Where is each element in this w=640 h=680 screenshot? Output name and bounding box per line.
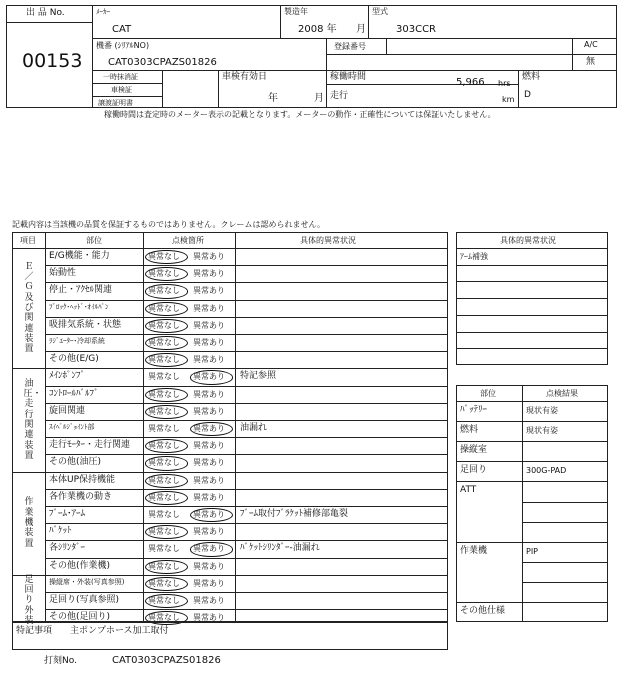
normal-option: 異常なし: [148, 424, 180, 433]
special-notes-label: 特記事項: [16, 626, 53, 636]
selected-circle: [145, 560, 188, 574]
abnormal-option: 異常あり: [193, 475, 225, 485]
normal-option: 異常なし: [148, 544, 180, 554]
selected-circle: [145, 405, 188, 419]
serial-label: 機番 (ｼﾘｱﾙNO): [96, 41, 150, 50]
normal-option: 異常なし: [148, 458, 180, 468]
normal-option: 異常なし: [148, 372, 180, 382]
selected-circle: [190, 542, 233, 556]
row-divider: [45, 609, 448, 610]
row-divider: [456, 481, 608, 482]
normal-option: 異常なし: [148, 355, 180, 365]
check-part: 燃料: [460, 425, 479, 436]
row-divider: [456, 298, 608, 299]
part-label: 旋回関連: [49, 405, 86, 416]
normal-option: 異常なし: [148, 613, 180, 623]
group-label: [14, 368, 44, 471]
lot-number: 00153: [22, 50, 83, 72]
row-divider: [45, 592, 448, 593]
year-label: 製造年: [284, 7, 308, 16]
maker-label: ﾒｰｶｰ: [96, 8, 110, 16]
row-divider: [522, 562, 608, 563]
part-label: 足回り(写真参照): [49, 595, 120, 605]
check-part: 作業機: [460, 545, 488, 556]
row-divider: [45, 386, 448, 387]
row-divider: [45, 351, 448, 352]
ac-label: A/C: [584, 40, 598, 49]
part-label: その他(足回り): [49, 612, 111, 623]
permit-label-3: 譲渡証明書: [98, 99, 133, 107]
abnormal-option: 異常あり: [193, 269, 225, 279]
row-divider: [456, 602, 608, 603]
right-col-result-header: 点検結果: [546, 389, 578, 398]
row-divider: [45, 523, 448, 524]
row-divider: [45, 317, 448, 318]
abnormal-option: 異常あり: [193, 424, 225, 433]
normal-option: 異常なし: [148, 320, 180, 330]
row-divider: [456, 348, 608, 349]
part-label: ﾊﾞｹｯﾄ: [49, 526, 72, 537]
part-label: その他(油圧): [49, 457, 102, 468]
inspection-month-unit: 月: [314, 93, 324, 104]
part-label: ｺﾝﾄﾛｰﾙﾊﾞﾙﾌﾞ: [49, 388, 99, 399]
part-label: ﾌﾞﾛｯｸ･ﾍｯﾄﾞ･ｵｲﾙﾊﾟﾝ: [49, 302, 109, 311]
row-divider: [522, 502, 608, 503]
row-divider: [45, 540, 448, 541]
check-part: 足回り: [460, 465, 488, 476]
normal-option: 異常なし: [148, 406, 180, 416]
model-label: 型式: [372, 7, 388, 16]
right-col-part-header: 部位: [480, 389, 496, 398]
part-label: 各作業機の動き: [49, 491, 113, 502]
abnormal-option: 異常あり: [193, 596, 225, 605]
normal-option: 異常なし: [148, 338, 180, 347]
abnormal-option: 異常あり: [193, 252, 225, 261]
selected-circle: [145, 456, 188, 470]
check-part: ATT: [460, 485, 477, 496]
abnormal-option: 異常あり: [193, 458, 225, 468]
detail-row-text: ｱｰﾑ補強: [460, 252, 488, 261]
maker-value: CAT: [112, 24, 132, 35]
permit-label-2: 車検証: [111, 86, 132, 94]
row-divider: [456, 281, 608, 282]
normal-option: 異常なし: [148, 510, 180, 519]
normal-option: 異常なし: [148, 475, 180, 485]
abnormal-option: 異常あり: [193, 286, 225, 296]
abnormal-option: 異常あり: [193, 544, 225, 554]
part-label: 停止・ｱｸｾﾙ関連: [49, 285, 113, 296]
abnormal-option: 異常あり: [193, 338, 225, 347]
part-label: その他(作業機): [49, 560, 111, 571]
col-item-header: 項目: [20, 236, 36, 245]
row-divider: [12, 575, 448, 576]
selected-circle: [145, 491, 188, 505]
group-label: [14, 472, 44, 575]
abnormal-option: 異常あり: [193, 389, 225, 399]
row-divider: [522, 582, 608, 583]
normal-option: 異常なし: [148, 596, 180, 605]
check-result: PIP: [526, 546, 539, 556]
model-value: 303CCR: [396, 24, 436, 35]
normal-option: 異常なし: [148, 252, 180, 261]
part-label: 本体UP保持機能: [49, 474, 116, 485]
hours-label: 稼働時間: [330, 72, 367, 82]
year-value: 2008 年: [298, 24, 337, 35]
row-divider: [45, 420, 448, 421]
row-divider: [45, 506, 448, 507]
detail-text: ﾌﾞｰﾑ取付ﾌﾞﾗｹｯﾄ補修部亀裂: [240, 509, 349, 519]
check-result: 現状有姿: [526, 406, 558, 415]
special-notes-text: 主ポンプホース加工取付: [70, 626, 169, 636]
stamp-label: 打刻No.: [44, 656, 77, 666]
group-label: [14, 248, 44, 368]
selected-circle: [145, 474, 188, 488]
row-divider: [456, 542, 608, 543]
part-label: その他(E/G): [49, 354, 99, 365]
abnormal-option: 異常あり: [193, 578, 225, 588]
col-detail-header: 具体的異常状況: [300, 236, 356, 245]
part-label: 各ｼﾘﾝﾀﾞｰ: [49, 543, 86, 554]
row-divider: [45, 437, 448, 438]
abnormal-option: 異常あり: [193, 561, 225, 571]
stamp-value: CAT0303CPAZS01826: [112, 655, 221, 666]
normal-option: 異常なし: [148, 578, 180, 588]
row-divider: [456, 248, 608, 249]
row-divider: [45, 334, 448, 335]
group-label-text: 油圧・走行関連装置: [23, 378, 42, 462]
distance-label: 走行: [330, 91, 349, 101]
row-divider: [45, 489, 448, 490]
part-label: 吸排気系統・状態: [49, 319, 122, 330]
registration-label: 登録番号: [334, 42, 366, 51]
row-divider: [45, 282, 448, 283]
part-label: ﾌﾞｰﾑ･ｱｰﾑ: [49, 509, 86, 519]
normal-option: 異常なし: [148, 441, 180, 451]
hours-note: 稼働時間は査定時のメーター表示の記載となります。メーターの動作・正確性については保証いたしません。: [104, 110, 496, 119]
part-label: 走行ﾓｰﾀｰ・走行関連: [49, 440, 131, 451]
check-result: 300G-PAD: [526, 466, 567, 476]
disclaimer: 記載内容は当該機の品質を保証するものではありません。クレームは認められません。: [12, 220, 325, 229]
km-unit: km: [502, 95, 515, 104]
check-part: その他仕様: [460, 606, 506, 616]
row-divider: [456, 332, 608, 333]
normal-option: 異常なし: [148, 527, 180, 537]
part-label: E/G機能・能力: [49, 251, 110, 261]
row-divider: [45, 454, 448, 455]
fuel-label: 燃料: [522, 72, 541, 82]
row-divider: [45, 403, 448, 404]
permit-label-1: 一時抹消証: [103, 73, 138, 81]
detail-text: 油漏れ: [240, 423, 268, 433]
normal-option: 異常なし: [148, 492, 180, 502]
part-label: ﾒｲﾝﾎﾟﾝﾌﾟ: [49, 371, 86, 382]
row-divider: [45, 300, 448, 301]
inspection-label: 車検有効日: [222, 72, 268, 82]
selected-circle: [145, 319, 188, 333]
selected-circle: [190, 370, 233, 384]
row-divider: [456, 265, 608, 266]
abnormal-option: 異常あり: [193, 372, 225, 382]
fuel-value: D: [524, 90, 531, 100]
abnormal-option: 異常あり: [193, 355, 225, 365]
row-divider: [12, 472, 448, 473]
group-label-text: Ｅ／Ｇ及び関連装置: [24, 261, 34, 355]
abnormal-option: 異常あり: [193, 441, 225, 451]
hours-unit: hrs: [498, 79, 511, 88]
abnormal-option: 異常あり: [193, 303, 225, 313]
abnormal-option: 異常あり: [193, 613, 225, 623]
col-check-header: 点検箇所: [172, 236, 204, 245]
selected-circle: [145, 302, 188, 316]
normal-option: 異常なし: [148, 303, 180, 313]
abnormal-option: 異常あり: [193, 320, 225, 330]
group-label-text: 作業機装置: [24, 497, 34, 549]
check-result: 現状有姿: [526, 426, 558, 436]
row-divider: [456, 421, 608, 422]
group-label: [14, 575, 44, 627]
abnormal-option: 異常あり: [193, 406, 225, 416]
normal-option: 異常なし: [148, 269, 180, 279]
part-label: ｽｲﾍﾞﾙｼﾞｮｲﾝﾄ部: [49, 423, 95, 431]
selected-circle: [145, 284, 188, 298]
hours-value: 5,966: [456, 77, 485, 88]
detail-text: 特記参照: [240, 371, 277, 382]
abnormal-option: 異常あり: [193, 527, 225, 537]
right-detail-header: 具体的異常状況: [500, 236, 556, 245]
row-divider: [456, 315, 608, 316]
row-divider: [456, 441, 608, 442]
row-divider: [45, 558, 448, 559]
lot-label: 出 品 No.: [26, 8, 65, 18]
selected-circle: [145, 388, 188, 402]
part-label: 始動性: [49, 268, 77, 279]
check-part: ﾊﾞｯﾃﾘｰ: [460, 405, 488, 415]
inspection-year-unit: 年: [268, 93, 278, 104]
check-part: 操縦室: [460, 445, 488, 456]
part-label: 操縦席・外装(写真参照): [49, 577, 125, 586]
ac-value: 無: [586, 57, 596, 67]
normal-option: 異常なし: [148, 561, 180, 571]
abnormal-option: 異常あり: [193, 492, 225, 502]
row-divider: [522, 522, 608, 523]
row-divider: [12, 368, 448, 369]
normal-option: 異常なし: [148, 286, 180, 296]
detail-text: ﾊﾞｹｯﾄｼﾘﾝﾀﾞｰ-油漏れ: [240, 543, 320, 554]
group-label-text: 足回り外装: [24, 574, 34, 627]
year-month-unit: 月: [356, 24, 366, 35]
selected-circle: [145, 577, 188, 591]
row-divider: [456, 461, 608, 462]
col-part-header: 部位: [86, 236, 102, 245]
part-label: ﾗｼﾞｴｰﾀｰ･冷却系統: [49, 337, 105, 345]
abnormal-option: 異常あり: [193, 510, 225, 519]
normal-option: 異常なし: [148, 389, 180, 399]
serial-value: CAT0303CPAZS01826: [108, 57, 217, 68]
row-divider: [45, 265, 448, 266]
